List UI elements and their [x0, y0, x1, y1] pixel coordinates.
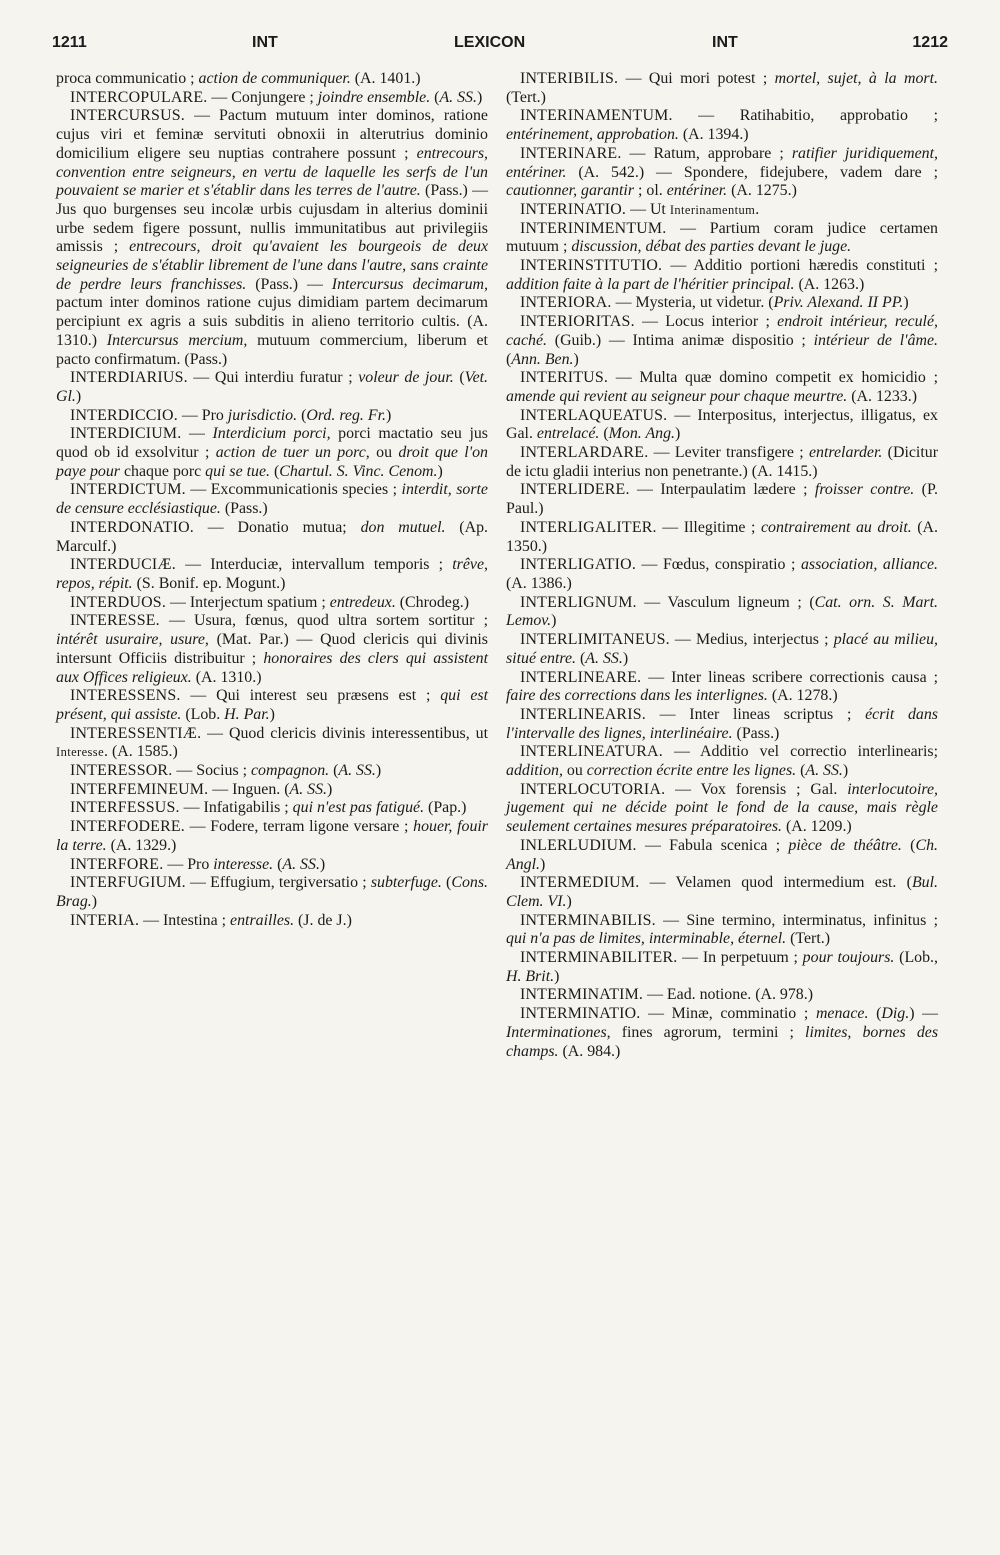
entry-text: (S. Bonif. ep. Mogunt.): [132, 574, 286, 592]
dictionary-entry: [506, 1005, 938, 1061]
entry-text: (Tert.): [506, 88, 546, 106]
french-gloss: froisser contre.: [814, 481, 915, 499]
dictionary-entry: [56, 556, 488, 593]
dictionary-entry: [506, 837, 938, 874]
entry-text: — Minæ, comminatio ;: [640, 1005, 816, 1023]
french-gloss: entrecours, convention entre seigneurs, en vertu de laquelle les serfs de l'un pouvaient se marier et s'établir dans les terres de l'autre.: [56, 144, 488, 200]
headword: INTERLOCUTORIA.: [520, 780, 666, 798]
entry-text: — Ut: [626, 200, 670, 218]
entry-text: (: [599, 425, 609, 443]
french-gloss: compagnon.: [251, 762, 330, 780]
entry-text: — Inter lineas scribere correctionis causa ;: [641, 668, 938, 686]
dictionary-entry: [56, 407, 488, 426]
french-gloss: cautionner, garantir: [506, 182, 635, 200]
french-gloss: Ch. Angl.: [506, 836, 938, 873]
french-gloss: Bul. Clem. VI.: [506, 874, 938, 910]
french-gloss: joindre ensemble.: [317, 88, 431, 106]
headword: INTERMINATIO.: [520, 1005, 641, 1023]
dictionary-entry: [506, 743, 938, 780]
french-gloss: Interminationes,: [506, 1023, 611, 1041]
entry-text: — Excommunicationis species ;: [185, 481, 402, 499]
entry-text: (A. 1329.): [106, 836, 177, 854]
entry-text: ): [375, 762, 382, 780]
headword: INTERIORA.: [520, 294, 612, 312]
entry-text: (Lob.: [181, 705, 225, 723]
headword: INTERESSOR.: [70, 762, 173, 780]
headword: INTERESSE.: [70, 612, 160, 630]
dictionary-entry: [506, 369, 938, 406]
french-gloss: Mon. Ang.: [608, 425, 676, 443]
headword: INTERLINEATURA.: [520, 743, 663, 761]
headword: INTERLIMITANEUS.: [520, 631, 670, 649]
entry-text: chaque porc: [120, 462, 206, 480]
dictionary-entry: [56, 425, 488, 481]
entry-text: — Quod clericis divinis interessentibus, ut: [201, 724, 488, 742]
entry-text: (J. de J.): [294, 911, 352, 929]
running-header: [52, 34, 948, 60]
dictionary-entry: [56, 594, 488, 613]
headword: INTERLINEARIS.: [520, 705, 646, 723]
french-gloss: interdit, sorte de censure ecclésiastique.: [56, 481, 488, 518]
entry-text: ): [566, 892, 572, 910]
dictionary-entry: [56, 481, 488, 518]
entry-text: — Effugium, tergiversatio ;: [185, 874, 371, 892]
headword: INTERINARE.: [520, 144, 622, 162]
entry-text: mutuum commercium, liberum et pacto confirmatum. (Pass.): [56, 331, 488, 368]
french-gloss: Dig.: [881, 1005, 910, 1023]
entry-text: — Interduciæ, intervallum temporis ;: [175, 556, 453, 574]
dictionary-entry: [506, 874, 938, 911]
entry-text: (A. 1310.): [191, 668, 262, 686]
french-gloss: endroit intérieur, reculé, caché.: [506, 313, 938, 349]
french-gloss: entredeux.: [329, 593, 396, 611]
dictionary-entry: [506, 70, 938, 107]
french-gloss: interlocutoire, jugement qui ne décide point le fond de la cause, mais règle seulement certaines mesures préparatoires.: [506, 780, 938, 836]
french-gloss: trêve, repos, répit.: [56, 556, 488, 592]
french-gloss: qui est présent, qui assiste.: [56, 687, 488, 723]
entry-text: — Partium coram judice certamen mutuum ;: [506, 219, 938, 256]
dictionary-entry: [506, 201, 938, 220]
french-gloss: qui n'est pas fatigué.: [292, 799, 425, 817]
entry-text: (Pass.) —: [246, 275, 332, 293]
entry-text: ): [75, 387, 82, 405]
entry-text: — Qui interest seu præsens est ;: [180, 687, 441, 705]
entry-text: ): [573, 350, 579, 368]
french-gloss: pièce de théâtre.: [788, 836, 902, 854]
french-gloss: entérinement, approbation.: [506, 126, 679, 144]
french-gloss: houer, fouir la terre.: [56, 818, 488, 854]
entry-text: ; ol.: [634, 182, 667, 200]
french-gloss: H. Brit.: [506, 967, 555, 985]
entry-text: — Ratihabitio, approbatio ;: [672, 107, 938, 125]
headword: INTERFUGIUM.: [70, 874, 186, 892]
entry-text: .: [755, 200, 760, 218]
entry-text: — Leviter transfigere ;: [648, 444, 809, 462]
dictionary-entry: [506, 781, 938, 837]
entry-text: (A. 1401.): [350, 70, 421, 87]
entry-text: (A. 1386.): [506, 574, 572, 592]
dictionary-entry: [506, 220, 938, 257]
cross-reference: Interinamentum: [669, 202, 756, 217]
page-number-right: 1212: [912, 34, 948, 51]
entry-text: ): [437, 462, 443, 480]
headword: INTERMINABILIS.: [520, 911, 656, 929]
cross-reference: Interesse: [56, 745, 105, 760]
entry-text: ): [622, 649, 629, 667]
entry-text: (: [506, 350, 512, 368]
entry-text: (A. 1263.): [794, 275, 865, 293]
dictionary-entry: [506, 444, 938, 481]
entry-text: (A. 1278.): [767, 687, 838, 705]
entry-text: (: [329, 762, 339, 780]
dictionary-entry: [56, 70, 488, 89]
french-gloss: menace.: [815, 1005, 869, 1023]
french-gloss: interesse.: [213, 855, 274, 873]
french-gloss: addition faite à la part de l'héritier principal.: [506, 275, 795, 293]
entry-text: — Ead. notione. (A. 978.): [643, 986, 814, 1004]
entry-text: — Conjungere ;: [207, 88, 318, 106]
headword: INTERFEMINEUM.: [70, 780, 209, 798]
entry-text: — In perpetuum ;: [677, 949, 803, 967]
headword: INTERDONATIO.: [70, 518, 194, 536]
dictionary-entry: [56, 856, 488, 875]
french-gloss: correction écrite entre les lignes.: [586, 762, 797, 780]
entry-text: (A. 1209.): [781, 818, 852, 836]
french-gloss: qui n'a pas de limites, interminable, éternel.: [506, 930, 787, 948]
entry-text: ): [269, 705, 275, 723]
entry-text: — Intestina ;: [139, 911, 231, 929]
headword: INTERDICIUM.: [70, 425, 182, 443]
headword: INTERINATIO.: [520, 200, 627, 218]
entry-text: ): [540, 855, 546, 873]
headword: INTERDICCIO.: [70, 406, 178, 424]
entry-text: — Illegitime ;: [656, 518, 761, 536]
entry-text: (A. 1350.): [506, 518, 939, 555]
french-gloss: mortel, sujet, à la mort.: [774, 70, 938, 87]
entry-text: — Sine termino, interminatus, infinitus ;: [655, 911, 938, 929]
french-gloss: faire des corrections dans les interlignes.: [506, 687, 768, 705]
entry-text: (A. 1233.): [847, 387, 918, 405]
entry-text: ): [554, 967, 560, 985]
entry-text: ): [551, 612, 557, 630]
dictionary-entry: [506, 949, 938, 986]
entry-text: ): [327, 780, 333, 798]
headword: INTERINIMENTUM.: [520, 219, 667, 237]
entry-text: (Chrodeg.): [395, 593, 470, 611]
french-gloss: Ann. Ben.: [511, 350, 574, 368]
dictionary-entry: [506, 313, 938, 369]
entry-text: (: [441, 874, 452, 892]
entry-text: (Ap. Marculf.): [56, 518, 488, 555]
header-key-left: INT: [252, 34, 278, 51]
entry-text: (Pass.): [220, 500, 268, 518]
right-column: [506, 70, 938, 1061]
french-gloss: jurisdictio.: [227, 406, 298, 424]
headword: INTERCURSUS.: [70, 107, 185, 125]
entry-text: (: [901, 836, 916, 854]
french-gloss: action de tuer un porc,: [215, 444, 370, 462]
french-gloss: H. Par.: [224, 705, 270, 723]
headword: INTERLIGNUM.: [520, 593, 637, 611]
entry-text: — Vasculum ligneum ; (: [636, 593, 815, 611]
entry-text: — Pro: [163, 855, 214, 873]
headword: INTERINAMENTUM.: [520, 107, 673, 125]
french-gloss: amende qui revient au seigneur pour chaque meurtre.: [506, 387, 848, 405]
entry-text: (: [576, 649, 586, 667]
entry-text: (A. 1275.): [727, 182, 797, 200]
dictionary-entry: [56, 874, 488, 911]
dictionary-entry: [56, 762, 488, 781]
french-gloss: subterfuge.: [370, 874, 442, 892]
entry-text: (Mat. Par.) — Quod clericis qui divinis intersunt Officiis distribuitur ;: [56, 631, 488, 667]
entry-text: — Qui mori potest ;: [618, 70, 775, 87]
dictionary-entry: [56, 725, 488, 762]
french-gloss: limites, bornes des champs.: [506, 1023, 938, 1060]
dictionary-entry: [506, 145, 938, 201]
entry-text: — Locus interior ;: [634, 313, 778, 331]
entry-text: pactum inter dominos ratione cujus dimidiam partem decimarum percipiunt ex agris a suis subditis in alieno territorio cultis. (A. 1310.): [56, 294, 488, 349]
french-gloss: placé au milieu, situé entre.: [506, 631, 938, 667]
dictionary-entry: [56, 687, 488, 724]
dictionary-entry: [56, 89, 488, 108]
headword: INTERINSTITUTIO.: [520, 257, 663, 275]
headword: INTERDICTUM.: [70, 481, 186, 499]
dictionary-entry: [506, 594, 938, 631]
french-gloss: A. SS.: [439, 88, 477, 106]
french-gloss: Cons. Brag.: [56, 874, 489, 910]
header-key-right: INT: [712, 34, 738, 51]
headword: INTERLARDARE.: [520, 444, 649, 462]
french-gloss: Priv. Alexand. II PP.: [773, 294, 904, 312]
entry-text: ou: [369, 444, 399, 462]
french-gloss: voleur de jour.: [358, 369, 454, 387]
entry-text: porci mactatio seu jus quod ob id exsolvitur ;: [56, 425, 488, 462]
headword: INTERIORITAS.: [520, 313, 635, 331]
entry-text: — Interpositus, interjectus, illigatus, ex Gal.: [506, 406, 938, 443]
entry-text: fines agrorum, termini ;: [610, 1023, 806, 1041]
entry-text: (: [273, 855, 283, 873]
dictionary-entry: [506, 294, 938, 313]
dictionary-entry: [506, 706, 938, 743]
french-gloss: entrecours, droit qu'avaient les bourgeois de deux seigneuries de s'établir librement de l'une dans l'autre, sans crainte de perdre leurs franchisses.: [56, 238, 488, 293]
entry-text: proca communicatio ;: [56, 70, 199, 87]
entry-text: ): [319, 855, 326, 873]
entry-text: — Vox forensis ; Gal.: [665, 780, 848, 798]
french-gloss: qui se tue.: [205, 462, 271, 480]
header-title: LEXICON: [454, 34, 526, 51]
french-gloss: entrailles.: [230, 911, 295, 929]
french-gloss: don mutuel.: [360, 518, 446, 536]
entry-text: (: [430, 88, 440, 106]
dictionary-entry: [506, 986, 938, 1005]
french-gloss: pour toujours.: [802, 949, 895, 967]
entry-text: (A. 542.) — Spondere, fidejubere, vadem dare ;: [566, 163, 938, 181]
dictionary-entry: [506, 257, 938, 294]
headword: INTERESSENS.: [70, 687, 181, 705]
entry-text: — Qui interdiu furatur ;: [187, 369, 359, 387]
french-gloss: intérêt usuraire, usure,: [56, 631, 209, 649]
entry-text: —: [181, 425, 213, 443]
headword: INTERFESSUS.: [70, 799, 180, 817]
dictionary-entry: [506, 519, 938, 556]
entry-text: (Lob.,: [894, 949, 938, 967]
french-gloss: ratifier juridiquement, entériner.: [506, 144, 939, 181]
french-gloss: Cat. orn. S. Mart. Lemov.: [506, 593, 939, 630]
entry-text: ): [842, 762, 849, 780]
entry-text: (: [796, 762, 806, 780]
entry-text: ): [476, 88, 483, 106]
entry-text: — Interjectum spatium ;: [166, 593, 330, 611]
headword: INTERIBILIS.: [520, 70, 619, 87]
french-gloss: Interdicium porci,: [212, 425, 331, 443]
french-gloss: Vet. Gl.: [56, 369, 489, 405]
dictionary-entry: [506, 481, 938, 518]
entry-text: (: [270, 462, 280, 480]
headword: INTERLIGATIO.: [520, 556, 637, 574]
french-gloss: honoraires des clers qui assistent aux Offices religieux.: [56, 649, 488, 686]
dictionary-entry: [506, 556, 938, 593]
headword: INTERMINABILITER.: [520, 949, 678, 967]
french-gloss: association, alliance.: [800, 556, 939, 574]
entry-text: — Velamen quod intermedium est. (: [639, 874, 912, 892]
entry-text: ): [903, 294, 909, 312]
french-gloss: Ord. reg. Fr.: [306, 406, 386, 424]
dictionary-entry: [56, 519, 488, 556]
french-gloss: addition,: [506, 762, 563, 780]
entry-text: — Additio vel correctio interlinearis;: [662, 743, 938, 761]
entry-text: — Pactum mutuum inter dominos, ratione cujus viri et feminæ servituti obnoxii in alterutrius dominio domicilium eligere seu nuptias contrahere possunt ;: [56, 107, 488, 162]
dictionary-entry: [506, 407, 938, 444]
french-gloss: entrelacé.: [536, 425, 600, 443]
entry-text: (Tert.): [786, 930, 831, 948]
french-gloss: intérieur de l'âme.: [813, 331, 938, 349]
entry-text: (: [297, 406, 307, 424]
entry-text: — Interpaulatim lædere ;: [629, 481, 815, 499]
entry-text: . (A. 1585.): [104, 743, 178, 761]
french-gloss: A. SS.: [805, 762, 843, 780]
entry-text: — Usura, fœnus, quod ultra sortem sortitur ;: [159, 612, 488, 630]
french-gloss: A. SS.: [338, 762, 376, 780]
entry-text: (Pap.): [424, 799, 467, 817]
dictionary-entry: [56, 912, 488, 931]
dictionary-entry: [56, 107, 488, 369]
headword: INTERMINATIM.: [520, 986, 644, 1004]
french-gloss: Intercursus decimarum,: [331, 275, 488, 293]
dictionary-entry: [506, 669, 938, 706]
entry-text: ): [675, 425, 681, 443]
entry-text: — Fœdus, conspiratio ;: [636, 556, 801, 574]
headword: INTERDUCIÆ.: [70, 556, 176, 574]
entry-text: (: [868, 1005, 882, 1023]
entry-text: (: [453, 369, 465, 387]
dictionary-entry: [56, 781, 488, 800]
entry-text: (A. 1394.): [678, 126, 749, 144]
french-gloss: entériner.: [666, 182, 728, 200]
entry-text: — Donatio mutua;: [193, 518, 361, 536]
entry-text: ): [91, 892, 98, 910]
french-gloss: droit que l'on paye pour: [56, 444, 488, 480]
dictionary-entry: [506, 107, 938, 144]
french-gloss: A. SS.: [585, 649, 623, 667]
french-gloss: Intercursus mercium,: [106, 331, 248, 349]
french-gloss: A. SS.: [289, 780, 328, 798]
entry-text: (Pass.) — Jus quo burgenses seu incolæ urbis cujusdam in alterius dominii urbe sedem figere possunt, nullis immunitatibus aut privilegiis amissis ;: [56, 182, 488, 256]
headword: INTERLAQUEATUS.: [520, 406, 668, 424]
headword: INTERLINEARE.: [520, 668, 642, 686]
dictionary-entry: [56, 799, 488, 818]
entry-text: (A. 984.): [558, 1042, 621, 1060]
entry-text: — Additio portioni hæredis constituti ;: [662, 257, 938, 275]
headword: INLERLUDIUM.: [520, 836, 637, 854]
left-column: [56, 70, 488, 930]
entry-text: — Infatigabilis ;: [179, 799, 293, 817]
entry-text: — Multa quæ domino competit ex homicidio ;: [608, 369, 938, 387]
headword: INTERDIARIUS.: [70, 369, 188, 387]
entry-text: — Inter lineas scriptus ;: [645, 705, 866, 723]
headword: INTERCOPULARE.: [70, 88, 208, 106]
headword: INTERIA.: [70, 911, 140, 929]
entry-text: (Pass.): [732, 724, 780, 742]
entry-text: ): [385, 406, 392, 424]
headword: INTERESSENTIÆ.: [70, 724, 202, 742]
entry-text: (P. Paul.): [506, 481, 939, 518]
entry-text: — Pro: [177, 406, 228, 424]
french-gloss: action de communiquer.: [198, 70, 351, 87]
headword: INTERLIGALITER.: [520, 518, 657, 536]
french-gloss: A. SS.: [282, 855, 320, 873]
dictionary-entry: [56, 818, 488, 855]
french-gloss: contrairement au droit.: [761, 518, 912, 536]
entry-text: — Medius, interjectus ;: [669, 631, 834, 649]
dictionary-entry: [56, 369, 488, 406]
french-gloss: écrit dans l'intervalle des lignes, interlinéaire.: [506, 705, 938, 742]
entry-text: — Fabula scenica ;: [636, 836, 789, 854]
headword: INTERMEDIUM.: [520, 874, 640, 892]
french-gloss: Chartul. S. Vinc. Cenom.: [279, 462, 438, 480]
headword: INTERFORE.: [70, 855, 164, 873]
entry-text: (Guib.) — Intima animæ dispositio ;: [547, 331, 814, 349]
headword: INTERFODERE.: [70, 818, 185, 836]
entry-text: — Fodere, terram ligone versare ;: [184, 818, 414, 836]
dictionary-entry: [506, 912, 938, 949]
headword: INTERDUOS.: [70, 593, 167, 611]
french-gloss: discussion, débat des parties devant le juge.: [571, 238, 852, 256]
page-number-left: 1211: [52, 34, 87, 51]
headword: INTERITUS.: [520, 369, 609, 387]
entry-text: — Inguen. (: [208, 780, 290, 798]
entry-text: — Ratum, approbare ;: [621, 144, 792, 162]
french-gloss: entrelarder.: [808, 444, 883, 462]
entry-text: ou: [562, 762, 587, 780]
entry-text: — Socius ;: [172, 762, 251, 780]
entry-text: (Dicitur de ictu gladii interius non penetrante.) (A. 1415.): [506, 444, 938, 480]
headword: INTERLIDERE.: [520, 481, 630, 499]
entry-text: ) —: [909, 1005, 939, 1023]
dictionary-entry: [506, 631, 938, 668]
entry-text: — Mysteria, ut videtur. (: [611, 294, 774, 312]
dictionary-entry: [56, 612, 488, 687]
